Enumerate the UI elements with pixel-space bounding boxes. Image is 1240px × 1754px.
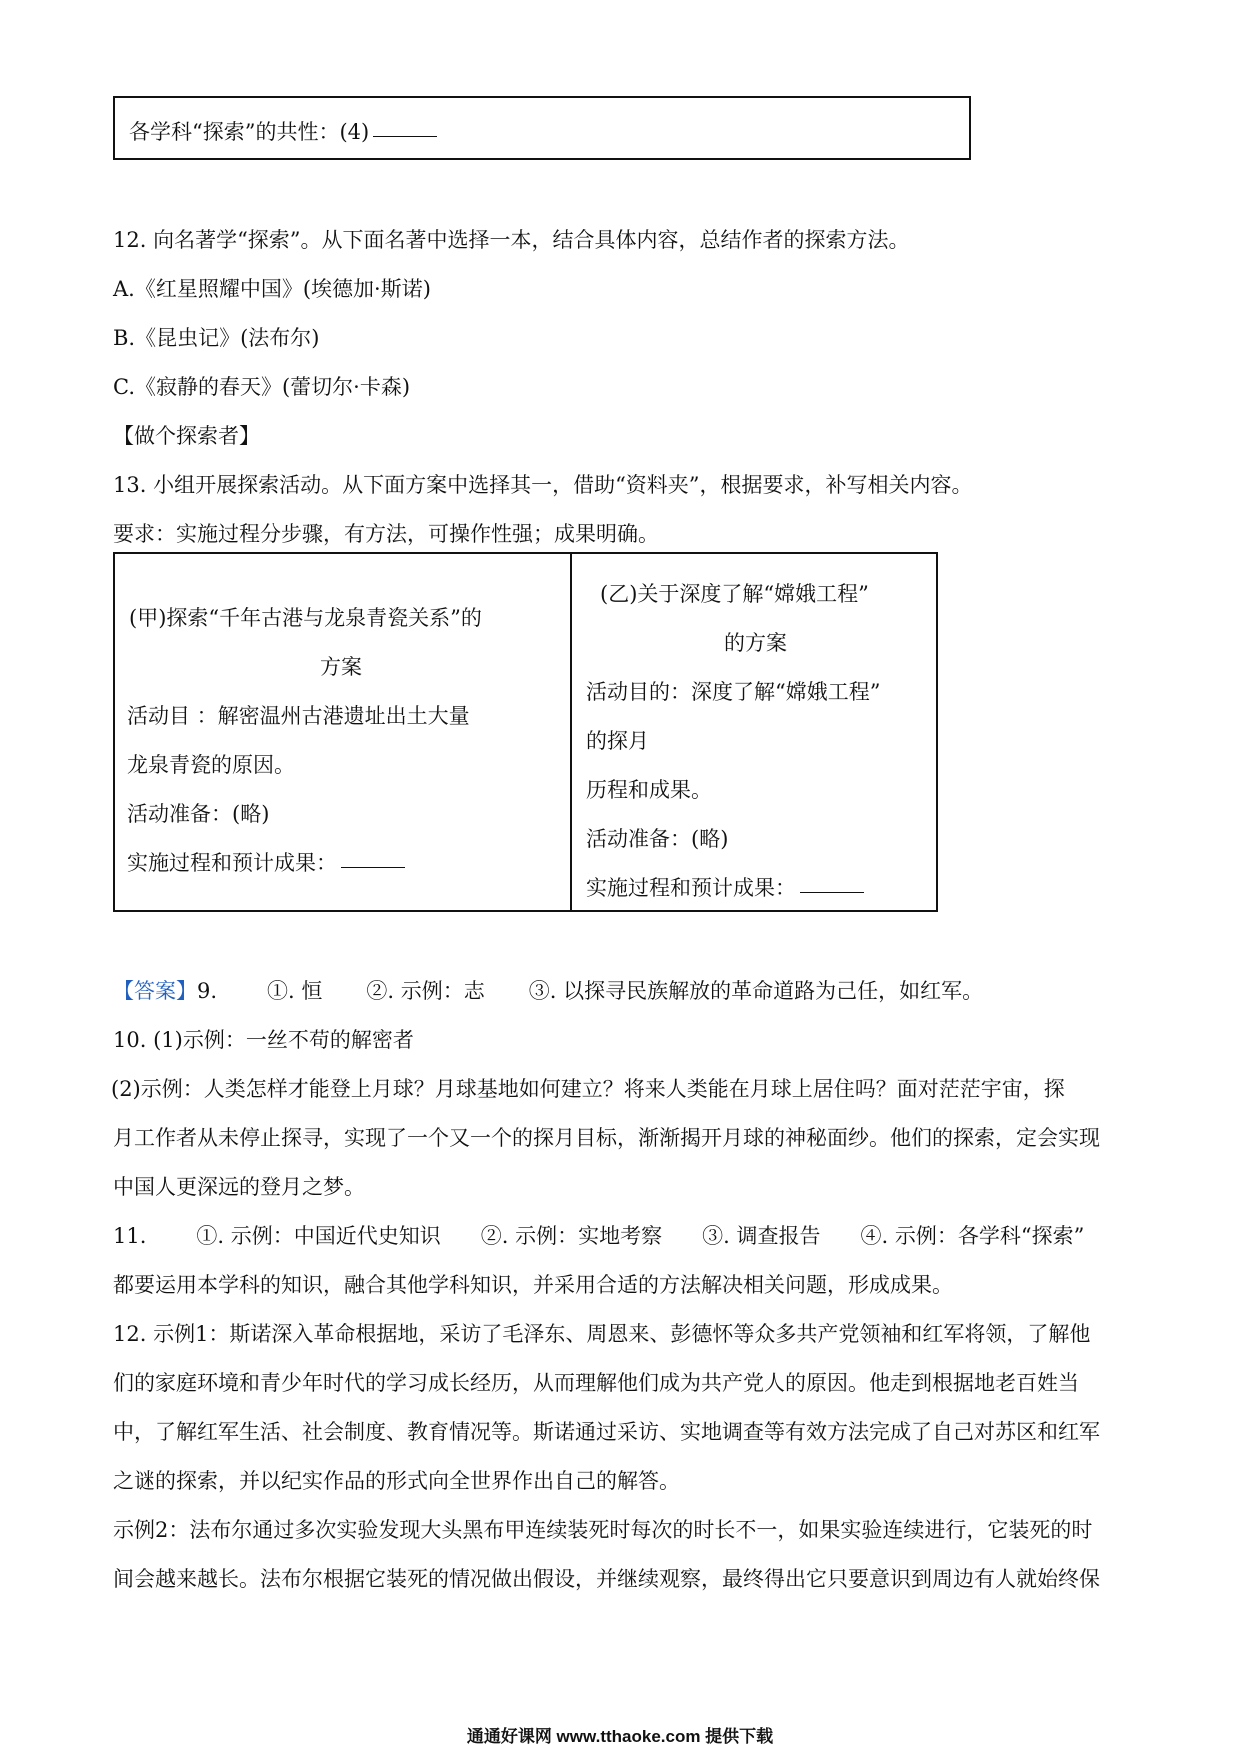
answer-12-ex1-line-4: 之谜的探索，并以纪实作品的形式向全世界作出自己的解答。 [113,1469,680,1493]
answer-12-ex1-line-3: 中，了解红军生活、社会制度、教育情况等。斯诺通过采访、实地调查等有效方法完成了自己对苏区和红军 [113,1420,1100,1444]
plan-jia-goal-2: 龙泉青瓷的原因。 [127,753,295,777]
answer-11-line-2: 都要运用本学科的知识，融合其他学科知识，并采用合适的方法解决相关问题，形成成果。 [113,1273,953,1297]
answer-10-2-line-3: 中国人更深远的登月之梦。 [113,1175,365,1199]
answer-9-part-1: ①. 恒 [267,979,323,1003]
answer-12-ex2-line-2: 间会越来越长。法布尔根据它装死的情况做出假设，并继续观察，最终得出它只要意识到周边有人就始终保 [113,1567,1100,1591]
answer-11-part-1: ①. 示例：中国近代史知识 [196,1224,441,1248]
answer-10-2-line-2: 月工作者从未停止探寻，实现了一个又一个的探月目标，渐渐揭开月球的神秘面纱。他们的探索，定会实现 [113,1126,1100,1150]
answer-9-num: 9. [197,979,218,1003]
plan-table [113,552,938,912]
plan-yi-goal-3: 历程和成果。 [586,778,712,802]
answer-11-part-2: ②. 示例：实地考察 [480,1224,663,1248]
answer-12-ex1-line-1: 12. 示例1：斯诺深入革命根据地，采访了毛泽东、周恩来、彭德怀等众多共产党领袖和红军将领，了解他 [113,1322,1091,1346]
plan-jia-title-2: 方案 [320,655,362,679]
plan-yi-process [586,872,864,902]
answer-11-part-3: ③. 调查报告 [702,1224,821,1248]
answer-9-part-2: ②. 示例：志 [366,979,485,1003]
q13-prompt: 13. 小组开展探索活动。从下面方案中选择其一，借助“资料夹”，根据要求，补写相关内容。 [113,473,973,497]
plan-jia-process [127,847,405,877]
q12-option-c: C.《寂静的春天》(蕾切尔·卡森) [113,375,411,399]
shared-trait-line [129,116,437,146]
plan-yi-prep: 活动准备：(略) [586,827,729,851]
plan-yi-title-2: 的方案 [724,631,787,655]
plan-jia-prep: 活动准备：(略) [127,802,270,826]
shared-trait-box [113,96,971,160]
answer-9-part-3: ③. 以探寻民族解放的革命道路为己任，如红军。 [528,979,984,1003]
page-footer: 通通好课网 www.tthaoke.com 提供下载 [466,1727,774,1746]
shared-trait-label: 各学科“探索”的共性：(4) [129,120,370,144]
plan-yi-title-1: (乙)关于深度了解“嫦娥工程” [600,582,869,606]
plan-yi-goal-2: 的探月 [586,729,649,753]
answer-11-part-4: ④. 示例：各学科“探索” [860,1224,1085,1248]
plan-yi-process-label: 实施过程和预计成果： [586,876,796,900]
answer-12-ex2-line-1: 示例2：法布尔通过多次实验发现大头黑布甲连续装死时每次的时长不一，如果实验连续进行，它装死的时 [113,1518,1093,1542]
q12-option-b: B.《昆虫记》(法布尔) [113,326,320,350]
section-heading: 【做个探索者】 [113,424,260,448]
answer-10-1: 10. (1)示例：一丝不苟的解密者 [113,1028,414,1052]
plan-cell-jia [115,554,570,910]
answer-tag: 【答案】 [113,979,197,1003]
q13-requirement: 要求：实施过程分步骤，有方法，可操作性强；成果明确。 [113,522,659,546]
answer-blank[interactable] [341,866,405,868]
answer-blank[interactable] [373,135,437,137]
answer-12-ex1-line-2: 们的家庭环境和青少年时代的学习成长经历，从而理解他们成为共产党人的原因。他走到根据地老百姓当 [113,1371,1079,1395]
plan-jia-title-1: (甲)探索“千年古港与龙泉青瓷关系”的 [129,606,482,630]
plan-cell-yi [572,554,936,910]
plan-yi-goal-1: 活动目的：深度了解“嫦娥工程” [586,680,881,704]
answer-11 [113,1220,1084,1250]
plan-jia-process-label: 实施过程和预计成果： [127,851,337,875]
answer-9 [113,975,983,1005]
answer-blank[interactable] [800,891,864,893]
plan-jia-goal-1: 活动目 ：解密温州古港遗址出土大量 [127,704,470,728]
q12-option-a: A.《红星照耀中国》(埃德加·斯诺) [113,277,431,301]
answer-11-num: 11. [113,1224,147,1248]
q12-prompt: 12. 向名著学“探索”。从下面名著中选择一本，结合具体内容，总结作者的探索方法。 [113,228,910,252]
answer-10-2-line-1: (2)示例：人类怎样才能登上月球？月球基地如何建立？将来人类能在月球上居住吗？面对茫茫宇宙，探 [111,1077,1065,1101]
